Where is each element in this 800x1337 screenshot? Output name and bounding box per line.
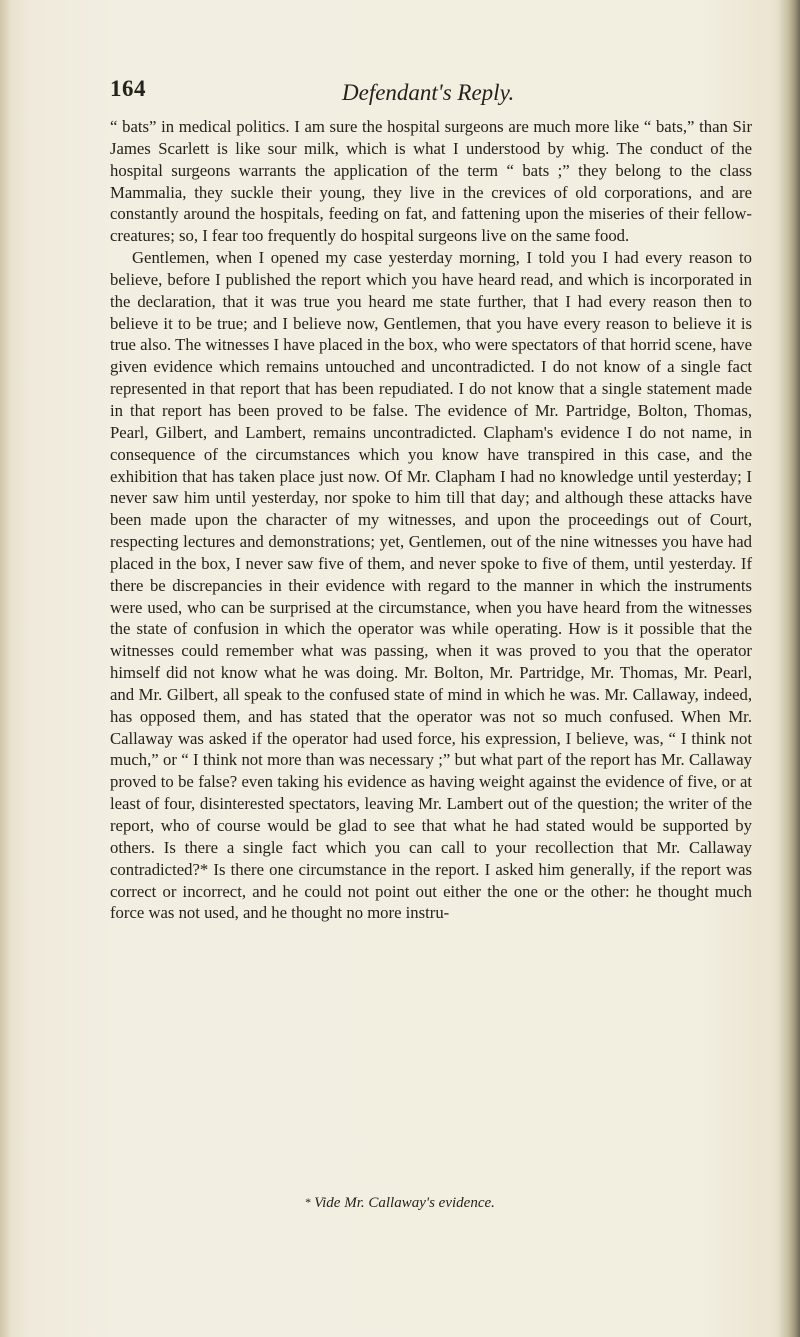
page-header: [110, 76, 750, 110]
running-head: Defendant's Reply.: [342, 80, 515, 105]
footnote: [0, 1195, 800, 1212]
body-text: [110, 116, 752, 924]
paragraph: Gentlemen, when I opened my case yesterday morning, I told you I had every reason to believe, before I published the report which you have heard read, and which is incorporated in the declaration, that it was true you heard me state further, that I had every reason then to believe it to be true; and I believe now, Gentlemen, that you have every reason to believe it is true also. The witnesses I have placed in the box, who were spectators of that horrid scene, have given evidence which remains untouched and uncontradicted. I do not know of a single fact represented in that report that has been repudiated. I do not know that a single statement made in that report has been proved to be false. The evidence of Mr. Partridge, Bolton, Thomas, Pearl, Gilbert, and Lambert, remains uncontradicted. Clapham's evidence I do not name, in consequence of the circumstances which you know have transpired in this case, and the exhibition that has taken place just now. Of Mr. Clapham I had no knowledge until yesterday; I never saw him until yesterday, nor spoke to him till that day; and although these attacks have been made upon the character of my witnesses, and upon the proceedings out of Court, respecting lectures and demonstrations; yet, Gentlemen, out of the nine witnesses you have had placed in the box, I never saw five of them, and never spoke to five of them, until yesterday. If there be discrepancies in their evidence with regard to the manner in which the instruments were used, who can be surprised at the circumstance, when you have heard from the witnesses the state of confusion in which the operator was while operating. How is it possible that the witnesses could remember what was passing, when it was proved to you that the operator himself did not know what he was doing. Mr. Bolton, Mr. Partridge, Mr. Thomas, Mr. Pearl, and Mr. Gilbert, all speak to the confused state of mind in which he was. Mr. Callaway, indeed, has opposed them, and has stated that the operator was not so much confused. When Mr. Callaway was asked if the operator had used force, his expression, I believe, was, “ I think not much,” or “ I think not more than was necessary ;” but what part of the report has Mr. Callaway proved to be false? even taking his evidence as having weight against the evidence of five, or at least of four, disinterested spectators, leaving Mr. Lambert out of the question; the writer of the report, who of course would be glad to see that what he had stated would be supported by others. Is there a single fact which you can call to your recollection that Mr. Callaway contradicted?* Is there one circumstance in the report. I asked him generally, if the report was correct or incorrect, and he could not point out either the one or the other: he thought much force was not used, and he thought no more instru-: [110, 248, 752, 923]
footnote-text: Vide Mr. Callaway's evidence.: [314, 1195, 495, 1211]
paragraph-continued: “ bats” in medical politics. I am sure the hospital surgeons are much more like “ bats,” than Sir James Scarlett is like sour milk, which is what I understood by whig. The conduct of the hospital surgeons warrants the application of the term “ bats ;” they belong to the class Mammalia, they suckle their young, they live in the crevices of old corporations, and are constantly around the hospitals, feeding on fat, and fattening upon the miseries of their fellow-creatures; so, I fear too frequently do hospital surgeons live on the same food.: [110, 117, 752, 246]
binding-shadow-left: [0, 0, 10, 1337]
page-number: 164: [110, 76, 146, 101]
binding-shadow-right: [778, 0, 800, 1337]
footnote-mark: *: [305, 1195, 312, 1209]
